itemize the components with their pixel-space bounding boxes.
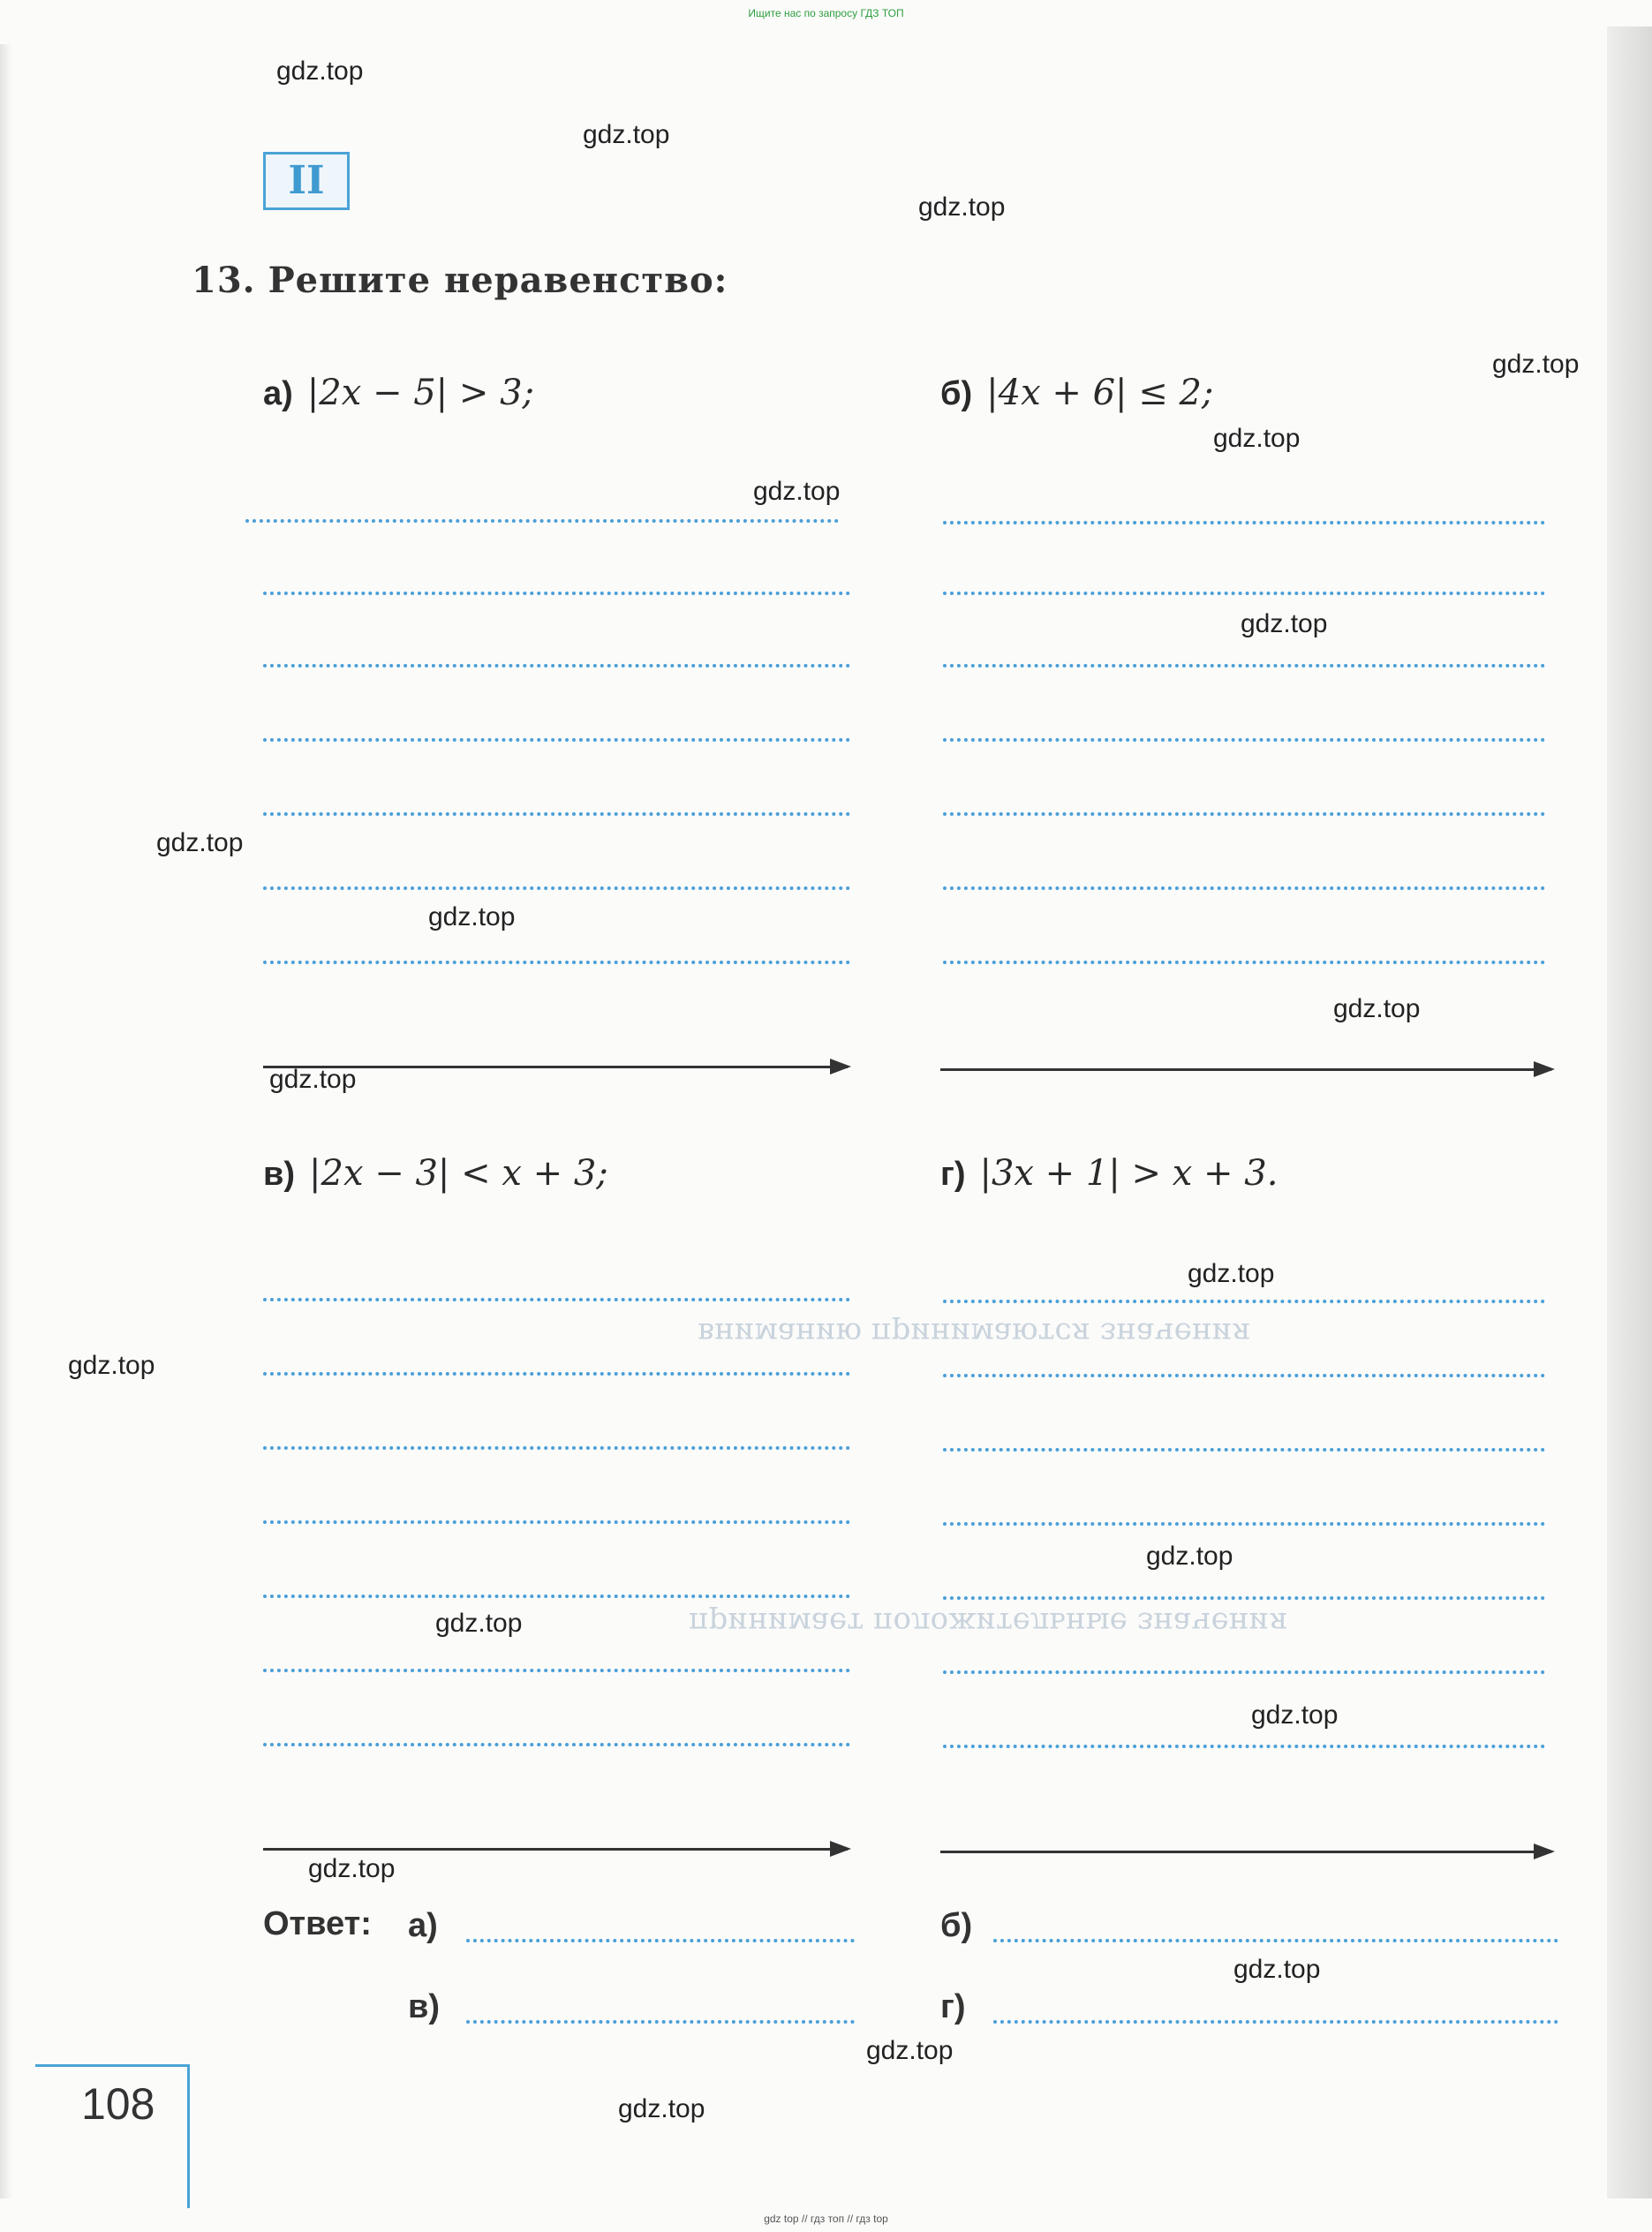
watermark: gdz.top (1333, 994, 1421, 1023)
answer-line[interactable] (943, 886, 1545, 890)
answer-heading: Ответ: (263, 1905, 372, 1942)
watermark: gdz.top (68, 1351, 155, 1380)
page-left-edge (0, 44, 12, 2198)
answer-line[interactable] (943, 1374, 1545, 1377)
watermark: gdz.top (1213, 424, 1301, 453)
show-through-text: принимает положительные значения (689, 1605, 1288, 1640)
answer-field-b[interactable] (993, 1939, 1558, 1942)
problem-label: б) (940, 375, 973, 412)
answer-field-g[interactable] (993, 2020, 1558, 2024)
show-through-text: вниманию принимаются значения (698, 1316, 1251, 1351)
answer-line[interactable] (263, 592, 850, 595)
watermark: gdz.top (428, 902, 516, 931)
number-axis[interactable] (940, 1068, 1551, 1071)
task-title: Решите неравенство: (268, 260, 728, 301)
answer-line[interactable] (943, 961, 1545, 964)
problem-expression: |3x + 1| > x + 3. (979, 1153, 1279, 1194)
problem-label: в) (263, 1156, 296, 1193)
page-right-shadow (1607, 26, 1652, 2198)
problem-b (940, 373, 1213, 413)
problem-v (263, 1153, 608, 1194)
page-number: 108 (81, 2079, 155, 2129)
watermark: gdz.top (753, 477, 841, 506)
watermark: gdz.top (276, 57, 364, 86)
problem-expression: |2x − 5| > 3; (306, 373, 535, 413)
answer-label-v: в) (408, 1988, 441, 2025)
watermark: gdz.top (618, 2094, 705, 2123)
problem-g (940, 1153, 1278, 1194)
answer-line[interactable] (943, 1596, 1545, 1600)
problem-expression: |2x − 3| < x + 3; (309, 1153, 608, 1194)
bottom-banner: gdz top // гдз топ // гдз top (764, 2213, 888, 2225)
watermark: gdz.top (435, 1609, 523, 1638)
watermark: gdz.top (1251, 1700, 1339, 1730)
answer-line[interactable] (943, 521, 1545, 524)
answer-field-a[interactable] (466, 1939, 855, 1942)
answer-line[interactable] (263, 812, 850, 816)
answer-line[interactable] (263, 1743, 850, 1746)
answer-line[interactable] (943, 738, 1545, 742)
watermark: gdz.top (866, 2036, 954, 2065)
answer-line[interactable] (245, 519, 839, 523)
answer-line[interactable] (263, 738, 850, 742)
watermark: gdz.top (1188, 1259, 1275, 1288)
number-axis[interactable] (940, 1851, 1551, 1853)
answer-line[interactable] (263, 664, 850, 667)
problem-expression: |4x + 6| ≤ 2; (986, 373, 1214, 413)
watermark: gdz.top (1241, 609, 1328, 638)
problem-label: г) (940, 1156, 966, 1193)
answer-label-g: г) (940, 1988, 966, 2025)
answer-line[interactable] (263, 961, 850, 964)
answer-line[interactable] (263, 1520, 850, 1524)
answer-label-b: б) (940, 1907, 973, 1944)
watermark: gdz.top (918, 192, 1006, 222)
answer-line[interactable] (943, 812, 1545, 816)
answer-line[interactable] (263, 1446, 850, 1450)
watermark: gdz.top (1492, 350, 1580, 379)
watermark: gdz.top (156, 828, 244, 857)
answer-line[interactable] (263, 1595, 850, 1598)
task-number: 13. (192, 260, 256, 301)
answer-line[interactable] (943, 664, 1545, 667)
watermark: gdz.top (308, 1854, 396, 1883)
answer-line[interactable] (263, 886, 850, 890)
problem-label: а) (263, 375, 293, 412)
problem-a (263, 373, 534, 413)
answer-line[interactable] (943, 1522, 1545, 1526)
answer-line[interactable] (943, 1745, 1545, 1748)
top-banner: Ищите нас по запросу ГДЗ ТОП (748, 7, 904, 19)
watermark: gdz.top (1146, 1542, 1233, 1571)
answer-line[interactable] (943, 1300, 1545, 1303)
answer-line[interactable] (943, 1448, 1545, 1452)
watermark: gdz.top (1233, 1955, 1321, 1984)
answer-line[interactable] (263, 1372, 850, 1376)
answer-line[interactable] (943, 592, 1545, 595)
watermark: gdz.top (583, 120, 670, 149)
difficulty-level-badge: II (263, 152, 350, 210)
answer-line[interactable] (263, 1669, 850, 1672)
answer-line[interactable] (263, 1298, 850, 1301)
answer-line[interactable] (943, 1670, 1545, 1674)
number-axis[interactable] (263, 1848, 848, 1851)
task-heading (192, 260, 728, 301)
watermark: gdz.top (269, 1065, 357, 1094)
answer-label-a: а) (408, 1907, 438, 1944)
answer-field-v[interactable] (466, 2020, 855, 2024)
